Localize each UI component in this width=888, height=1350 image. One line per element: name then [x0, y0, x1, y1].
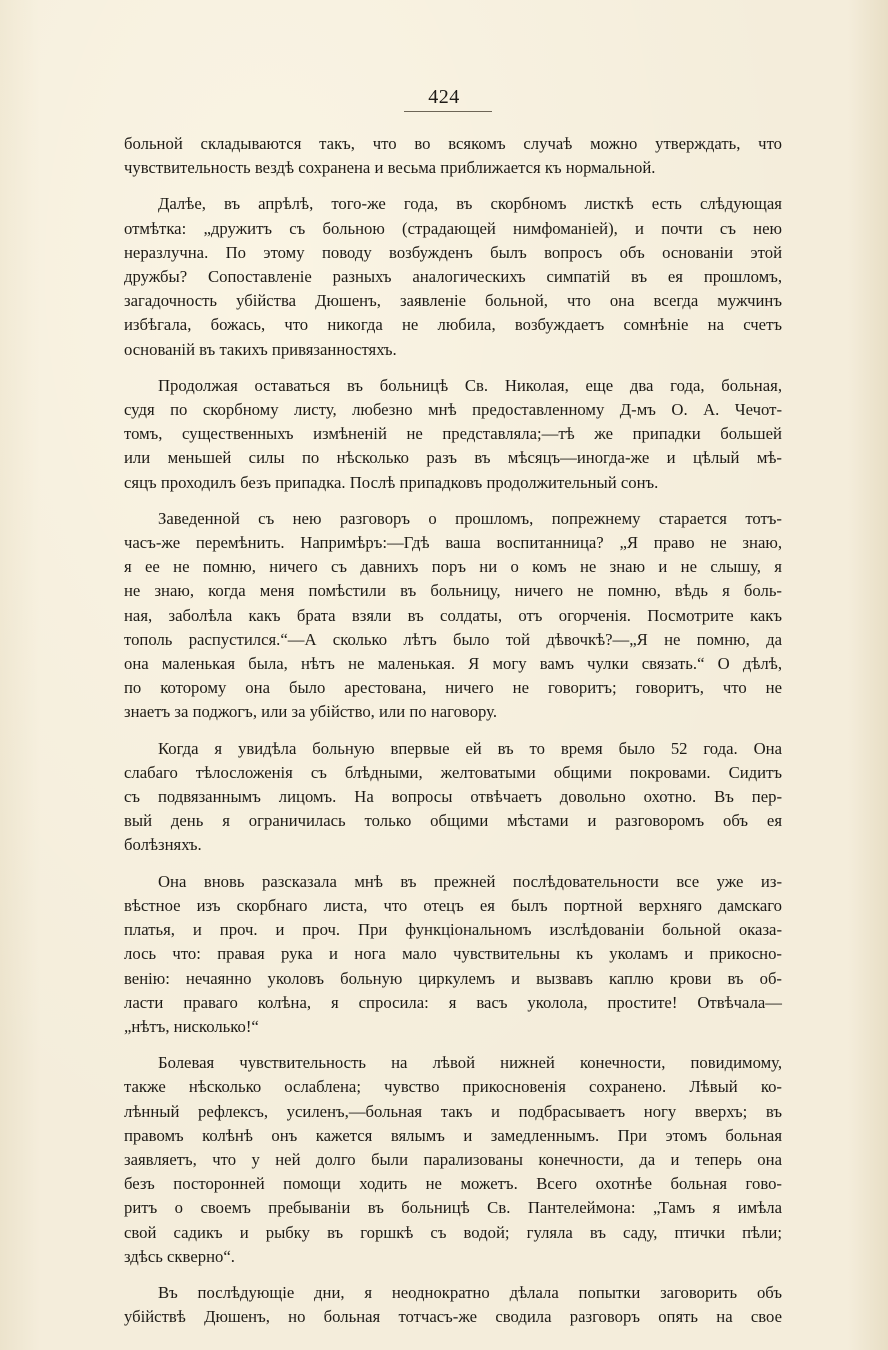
text-line: или меньшей силы по нѣсколько разъ въ мѣсяцъ—иногда-же и цѣлый мѣ- [124, 448, 782, 468]
text-line: безъ посторонней помощи ходить не можетъ. Всего охотнѣе больная гово- [124, 1174, 782, 1194]
text-line: она маленькая была, нѣтъ не маленькая. Я могу вамъ чулки связать.“ О дѣлѣ, [124, 654, 782, 674]
paragraph [124, 737, 782, 858]
paragraph [124, 374, 782, 495]
text-line: Далѣе, въ апрѣлѣ, того-же года, въ скорбномъ листкѣ есть слѣдующая [158, 194, 782, 214]
text-line: убійствѣ Дюшенъ, но больная тотчасъ-же сводила разговоръ опять на свое [124, 1307, 782, 1327]
text-line: отмѣтка: „дружитъ съ больною (страдающей нимфоманіей), и почти съ нею [124, 218, 782, 238]
text-line: ритъ о своемъ пребываніи въ больницѣ Св. Пантелеймона: „Тамъ я имѣла [124, 1198, 782, 1218]
text-line: также нѣсколько ослаблена; чувство прикосновенія сохранено. Лѣвый ко- [124, 1077, 782, 1097]
text-line: томъ, существенныхъ измѣненій не представляла;—тѣ же припадки большей [124, 424, 782, 444]
text-line: ласти праваго колѣна, я спросила: я васъ уколола, простите! Отвѣчала— [124, 992, 782, 1012]
text-line: часъ-же перемѣнить. Напримѣръ:—Гдѣ ваша воспитанница? „Я право не знаю, [124, 533, 782, 553]
text-line: лѣнный рефлексъ, усиленъ,—больная такъ и подбрасываетъ ногу вверхъ; въ [124, 1101, 782, 1121]
text-line: Въ послѣдующіе дни, я неоднократно дѣлала попытки заговорить объ [158, 1282, 782, 1302]
text-line: съ подвязаннымъ лицомъ. На вопросы отвѣчаетъ довольно охотно. Въ пер- [124, 787, 782, 807]
text-line: здѣсь скверно“. [124, 1246, 235, 1266]
text-line: венію: нечаянно уколовъ больную циркулемъ и вызвавъ каплю крови въ об- [124, 968, 782, 988]
text-line: по которому она было арестована, ничего не говоритъ; говоритъ, что не [124, 678, 782, 698]
text-line: ная, заболѣла какъ брата взяли въ солдаты, отъ огорченія. Посмотрите какъ [124, 605, 782, 625]
text-line: Продолжая оставаться въ больницѣ Св. Николая, еще два года, больная, [158, 375, 782, 395]
text-line: „нѣтъ, нисколько!“ [124, 1016, 259, 1036]
body-text [124, 132, 782, 1341]
text-line: платья, и проч. и проч. При функціональномъ изслѣдованіи больной оказа- [124, 920, 782, 940]
text-line: сяцъ проходилъ безъ припадка. Послѣ припадковъ продолжительный сонъ. [124, 472, 659, 492]
text-line: вый день я ограничилась только общими мѣстами и разговоромъ объ ея [124, 811, 782, 831]
text-line: лось что: правая рука и нога мало чувствительны къ уколамъ и прикосно- [124, 944, 782, 964]
text-line: тополь распустился.“—А сколько лѣтъ было той дѣвочкѣ?—„Я не помню, да [124, 629, 782, 649]
text-line: Когда я увидѣла больную впервые ей въ то время было 52 года. Она [158, 738, 782, 758]
paragraph [124, 1281, 782, 1329]
text-line: слабаго тѣлосложенія съ блѣдными, желтоватыми общими покровами. Сидитъ [124, 762, 782, 782]
text-line: больной складываются такъ, что во всякомъ случаѣ можно утверждать, что [124, 134, 782, 153]
text-line: правомъ колѣнѣ онъ кажется вялымъ и замедленнымъ. При этомъ больная [124, 1125, 782, 1145]
text-line: загадочность убійства Дюшенъ, заявленіе больной, что она всегда мужчинъ [124, 291, 782, 311]
text-line: Заведенной съ нею разговоръ о прошломъ, попрежнему старается тотъ- [158, 508, 782, 528]
text-line: судя по скорбному листу, любезно мнѣ предоставленному Д-мъ О. А. Чечот- [124, 400, 782, 420]
text-line: чувствительность вездѣ сохранена и весьма приближается къ нормальной. [124, 158, 656, 178]
page-number: 424 [428, 86, 460, 108]
paragraph [124, 507, 782, 725]
text-line: я ее не помню, ничего съ давнихъ поръ ни о комъ не знаю и не слышу, я [124, 557, 782, 577]
text-line: болѣзняхъ. [124, 835, 202, 855]
page-number-rule [404, 111, 492, 112]
text-line: Болевая чувствительность на лѣвой нижней конечности, повидимому, [158, 1053, 782, 1073]
text-line: неразлучна. По этому поводу возбужденъ былъ вопросъ объ основаніи этой [124, 242, 782, 262]
paragraph [124, 870, 782, 1039]
text-line: не знаю, когда меня помѣстили въ больницу, ничего не помню, вѣдь я боль- [124, 581, 782, 601]
text-line: знаетъ за поджогъ, или за убійство, или по наговору. [124, 702, 498, 722]
paragraph [124, 1051, 782, 1269]
paragraph [124, 132, 782, 180]
paragraph [124, 192, 782, 361]
text-line: вѣстное изъ скорбнаго листа, что отецъ ея былъ портной верхняго дамскаго [124, 895, 782, 915]
text-line: дружбы? Сопоставленіе разныхъ аналогическихъ симпатій въ ея прошломъ, [124, 267, 782, 287]
text-line: Она вновь разсказала мнѣ въ прежней послѣдовательности все уже из- [158, 871, 782, 891]
text-line: избѣгала, божась, что никогда не любила, возбуждаетъ сомнѣніе на счетъ [124, 315, 782, 335]
text-line: основаній въ такихъ привязанностяхъ. [124, 339, 397, 359]
text-line: свой садикъ и рыбку въ горшкѣ съ водой; гуляла въ саду, птички пѣли; [124, 1222, 782, 1242]
text-line: заявляетъ, что у ней долго были парализованы конечности, да и теперь она [124, 1149, 782, 1169]
